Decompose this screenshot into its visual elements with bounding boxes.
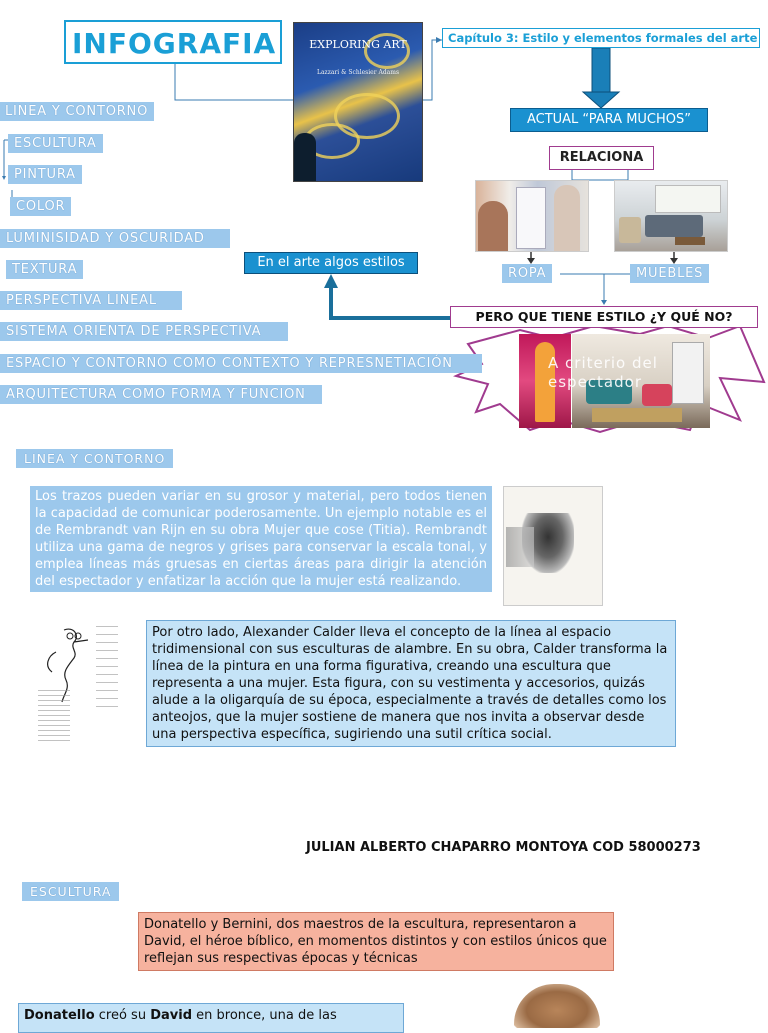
donatello-paragraph (18, 1003, 404, 1033)
topic-luminisidad: LUMINISIDAD Y OSCURIDAD (0, 229, 230, 248)
arte-estilos-box: En el arte algos estilos (244, 252, 418, 274)
cypress-tree (294, 133, 316, 181)
topic-color: COLOR (10, 197, 71, 216)
window-shape (655, 185, 721, 213)
book-authors: Lazzari & Schlesier Adams (316, 69, 400, 76)
sofa-shape (645, 215, 703, 237)
section-tag-linea: LINEA Y CONTORNO (16, 449, 173, 468)
topic-linea-contorno: LINEA Y CONTORNO (0, 102, 154, 121)
person-shape (554, 185, 580, 251)
topic-perspectiva-lineal: PERSPECTIVA LINEAL (0, 291, 182, 310)
calder-wire-image (34, 622, 118, 744)
relaciona-box: RELACIONA (549, 146, 654, 170)
muebles-image (614, 180, 728, 252)
rug-shape (592, 408, 682, 422)
author-credit: JULIAN ALBERTO CHAPARRO MONTOYA COD 58000273 (306, 840, 701, 855)
shirt-shape (516, 187, 546, 249)
topic-escultura: ESCULTURA (8, 134, 103, 153)
caption-text (38, 690, 70, 742)
caption-text (96, 626, 118, 710)
book-title: EXPLORING ART (309, 38, 407, 51)
calder-paragraph: Por otro lado, Alexander Calder lleva el concepto de la línea al espacio tridimensional con sus esculturas de alambre. En su obra, Calder transforma la línea de la pintura en una forma figurativa, creando una escultura que representa a una mujer. Esta figura, con su vestimenta y accesorios, quizás alude a la oligarquía de su época, especialmente a través de detalles como los anteojos, que la mujer sostiene de manera que nos invita a observar desde una perspectiva específica, sugiriendo una sutil crítica social. (146, 620, 676, 747)
muebles-label: MUEBLES (630, 264, 709, 283)
section-tag-escultura: ESCULTURA (22, 882, 119, 901)
bold-donatello: Donatello (24, 1008, 95, 1023)
ropa-label: ROPA (502, 264, 552, 283)
rembrandt-sketch-image (503, 486, 603, 606)
donatello-bernini-paragraph: Donatello y Bernini, dos maestros de la escultura, representaron a David, el héroe bíblico, en momentos distintos y con estilos únicos que reflejan sus respectivas épocas y técnicas (138, 912, 614, 971)
pregunta-box: PERO QUE TIENE ESTILO ¿Y QUÉ NO? (450, 306, 758, 328)
text-segment: creó su (94, 1008, 151, 1023)
text-segment: en bronce, una de las (192, 1008, 337, 1023)
ropa-image (475, 180, 589, 252)
sketch-shadow (506, 527, 534, 567)
topic-arquitectura: ARQUITECTURA COMO FORMA Y FUNCION (0, 385, 322, 404)
page-title: INFOGRAFIA (64, 20, 282, 64)
rembrandt-paragraph: Los trazos pueden variar en su grosor y material, pero todos tienen la capacidad de comunicar poderosamente. Un ejemplo notable es el de Rembrandt van Rijn en su obra Mujer que cose (Titia). Rembrandt utiliza una gama de negros y grises para conservar la escala tonal, y emplea líneas más gruesas en ciertas áreas para dirigir la atención del espectador y enfatizar la acción que la mujer está realizando. (30, 486, 492, 592)
table-shape (675, 237, 705, 245)
topic-sistema-perspectiva: SISTEMA ORIENTA DE PERSPECTIVA (0, 322, 288, 341)
actual-box: ACTUAL “PARA MUCHOS” (510, 108, 708, 132)
criterio-text: A criterio del espectador (548, 354, 658, 391)
person-shape (478, 201, 508, 251)
topic-textura: TEXTURA (6, 260, 83, 279)
topic-espacio-contorno: ESPACIO Y CONTORNO COMO CONTEXTO Y REPRESNETIACIÓN (0, 354, 482, 373)
topic-pintura: PINTURA (8, 165, 82, 184)
chair-shape (619, 217, 641, 243)
bold-david: David (150, 1008, 193, 1023)
book-cover-image (293, 22, 423, 182)
chapter-label: Capítulo 3: Estilo y elementos formales del arte (442, 28, 760, 48)
